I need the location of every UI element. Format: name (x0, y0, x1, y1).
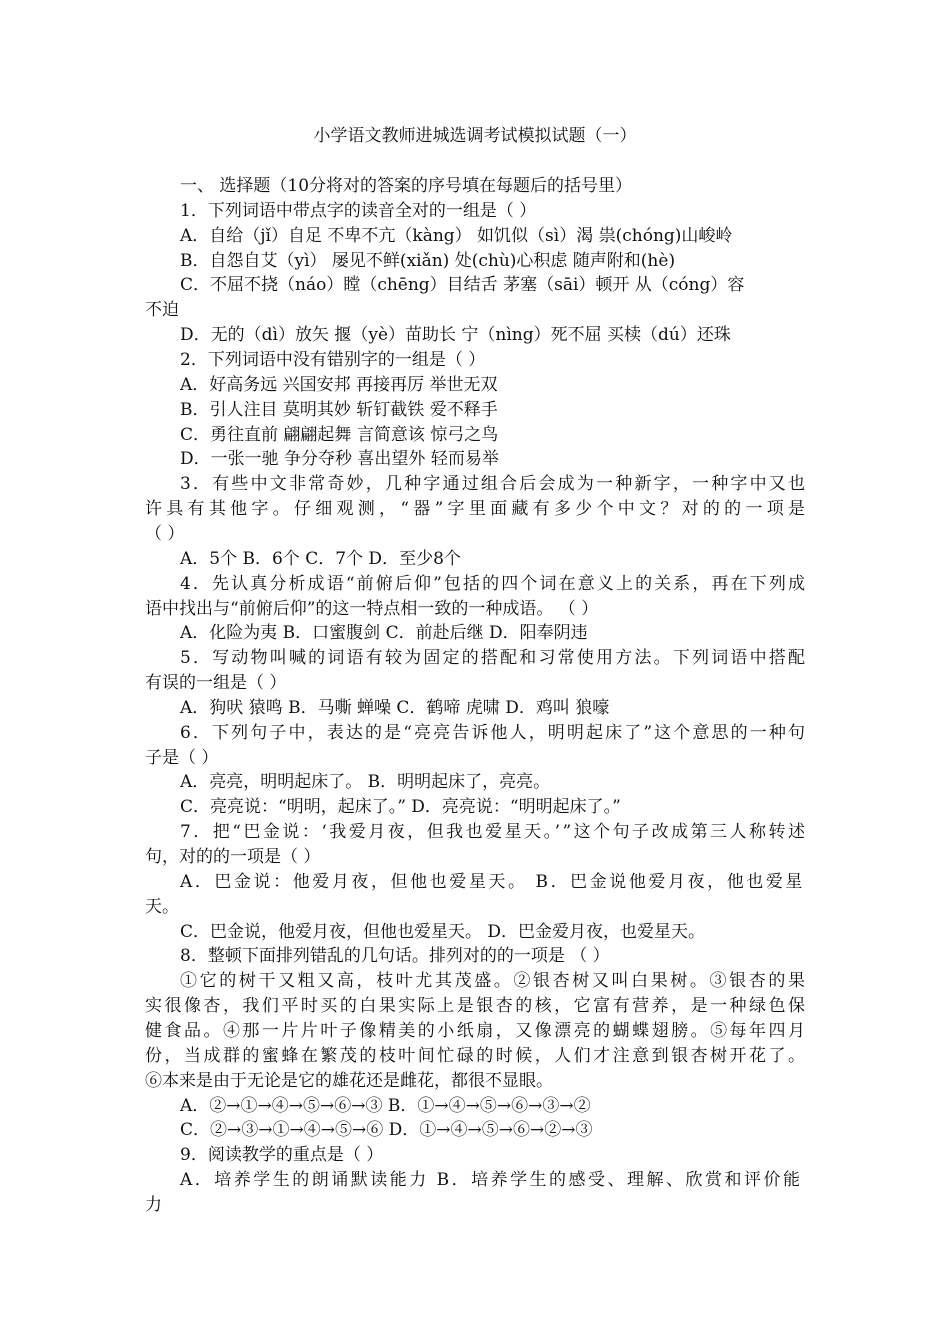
text-line: 天。 (145, 896, 179, 917)
text-line: 许具有其他字。仔细观测，“器”字里面藏有多少个中文？对的的一项是 (145, 499, 810, 520)
text-line: 9．阅读教学的重点是（ ） (180, 1145, 384, 1166)
text-line: A．培养学生的朗诵默读能力 B．培养学生的感受、理解、欣赏和评价能 (180, 1170, 803, 1190)
text-line: 不迫 (145, 300, 179, 321)
text-line: 8．整顿下面排列错乱的几句话。排列对的的一项是 （ ） (180, 946, 610, 967)
text-line: 4．先认真分析成语“前俯后仰”包括的四个词在意义上的关系，再在下列成 (180, 573, 808, 594)
text-line: 力 (145, 1194, 162, 1215)
text-line: B．自怨自艾（yì） 屡见不鲜(xiǎn) 处(chù)心积虑 随声附和(hè) (180, 250, 676, 271)
text-line: 1．下列词语中带点字的读音全对的一组是（ ） (180, 200, 537, 221)
text-line: 有误的一组是（ ） (145, 673, 287, 693)
text-line: 一、 选择题（10分将对的答案的序号填在每题后的括号里） (180, 176, 633, 196)
text-line: 份，当成群的蜜蜂在繁茂的枝叶间忙碌的时候，人们才注意到银杏树开花了。 (145, 1045, 808, 1066)
text-line: C．②→③→①→④→⑤→⑥ D．①→④→⑤→⑥→②→③ (180, 1120, 593, 1141)
text-line: 7．把“巴金说：‘我爱月夜，但我也爱星天。’”这个句子改成第三人称转述 (180, 822, 808, 843)
text-line: C．亮亮说：“明明，起床了。” D．亮亮说：“明明起床了。” (180, 797, 621, 818)
text-line: 子是（ ） (145, 747, 219, 768)
text-line: 实很像杏，我们平时买的白果实际上是银杏的核，它富有营养，是一种绿色保 (145, 996, 808, 1017)
text-line: A．亮亮，明明起床了。 B．明明起床了，亮亮。 (180, 772, 551, 793)
text-line: 句，对的的一项是（ ） (145, 847, 321, 867)
text-line: C．巴金说，他爱月夜，但他也爱星天。 D．巴金爱月夜，也爱星天。 (180, 921, 706, 942)
text-line: A．巴金说：他爱月夜，但他也爱星天。 B．巴金说他爱月夜，他也爱星 (180, 871, 805, 892)
text-line: 2．下列词语中没有错别字的一组是（ ） (180, 350, 486, 370)
text-line: ⑥本来是由于无论是它的雄花还是雌花，都很不显眼。 (145, 1070, 553, 1091)
text-line: ①它的树干又粗又高，枝叶尤其茂盛。②银杏树又叫白果树。③银杏的果 (180, 971, 808, 992)
text-line: C．勇往直前 翩翩起舞 言简意该 惊弓之鸟 (180, 424, 499, 445)
text-line: B．引人注目 莫明其妙 斩钉截铁 爱不释手 (180, 399, 498, 420)
document-title: 小学语文教师进城选调考试模拟试题（一） (313, 126, 637, 146)
text-line: D．无的（dì）放矢 揠（yè）苗助长 宁（nìng）死不屈 买椟（dú）还珠 (180, 325, 731, 346)
text-line: A．5个 B．6个 C．7个 D．至少8个 (180, 548, 461, 569)
text-line: A．②→①→④→⑤→⑥→③ B．①→④→⑤→⑥→③→② (180, 1095, 591, 1116)
text-line: A．狗吠 猿鸣 B．马嘶 蝉噪 C．鹤啼 虎啸 D．鸡叫 狼嚎 (180, 697, 610, 718)
text-line: 5．写动物叫喊的词语有较为固定的搭配和习常使用方法。下列词语中搭配 (180, 648, 808, 669)
text-line: C．不屈不挠（náo）瞠（chēng）目结舌 茅塞（sāi）顿开 从（cóng）容 (180, 275, 745, 296)
text-line: 语中找出与“前俯后仰”的这一特点相一致的一种成语。 （ ） (145, 598, 599, 619)
text-line: （ ） (145, 523, 185, 544)
text-line: A．好高务远 兴国安邦 再接再厉 举世无双 (180, 374, 498, 395)
text-line: A．自给（jǐ）自足 不卑不亢（kàng） 如饥似（sì）渴 祟(chóng)山峻岭 (180, 225, 733, 246)
text-line: 健食品。④那一片片叶子像精美的小纸扇，又像漂亮的蝴蝶翅膀。⑤每年四月 (145, 1020, 808, 1041)
text-line: 6．下列句子中，表达的是“亮亮告诉他人，明明起床了”这个意思的一种句 (180, 722, 808, 743)
text-line: D．一张一驰 争分夺秒 喜出望外 轻而易举 (180, 449, 499, 470)
text-line: 3．有些中文非常奇妙，几种字通过组合后会成为一种新字，一种字中又也 (180, 474, 808, 495)
text-line: A．化险为夷 B．口蜜腹剑 C．前赴后继 D．阳奉阴违 (180, 623, 588, 644)
